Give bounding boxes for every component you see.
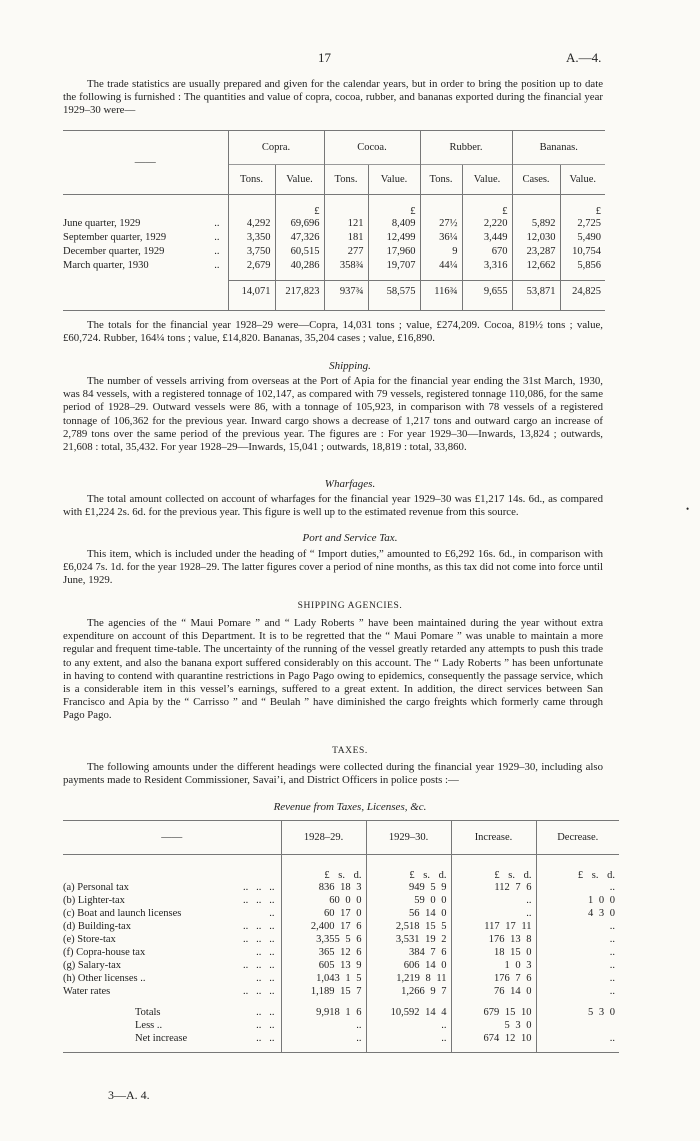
tax-row — [63, 972, 619, 985]
total-cell: 14,071 — [228, 281, 275, 303]
value-cell: 60,515 — [275, 245, 324, 259]
tax-value-cell: 1 0 3 — [451, 959, 536, 972]
value-cell: 27½ — [420, 217, 462, 231]
row-label: December quarter, 1929 .. — [63, 246, 220, 257]
tax-value-cell: 365 12 6 — [281, 946, 366, 959]
leader-dots: .. .. .. — [243, 894, 275, 906]
tax-row — [63, 920, 619, 933]
subhead: Value. — [368, 165, 420, 195]
tax-value-cell: 1,043 1 5 — [281, 972, 366, 985]
leader-dots: .. — [214, 218, 220, 229]
tax-value-cell: 4 3 0 — [536, 907, 619, 920]
leader-dots: .. .. — [256, 972, 275, 984]
value-cell: 40,286 — [275, 259, 324, 273]
stub-head: —— — [134, 157, 156, 168]
leader-dots: .. — [214, 260, 220, 271]
tax-value-cell: 674 12 10 — [451, 1032, 536, 1045]
tax-value-cell: .. — [536, 985, 619, 998]
subhead: Value. — [560, 165, 605, 195]
value-cell: 670 — [462, 245, 512, 259]
tax-value-cell: 1,189 15 7 — [281, 985, 366, 998]
intro-paragraph: The trade statistics are usually prepared and given for the calendar years, but in order to bring the position up to date the following is furnished : The quantities and value of copra, cocoa, rubber, and bananas exported during the financial year 1929–30 were— — [63, 78, 603, 117]
tax-value-cell: 56 14 0 — [366, 907, 451, 920]
tax-value-cell: .. — [536, 1032, 619, 1045]
unit-label — [228, 195, 275, 217]
value-cell: 2,725 — [560, 217, 605, 231]
shipping-agencies-paragraph: The agencies of the “ Maui Pomare ” and “ Lady Roberts ” have been maintained during the year without extra expenditure on account of this Department. It is to be regretted that the “ Maui Pomare ” was unable to maintain a more regular and frequent time-table. The uncertainty of the running of the vessel greatly retarded any attempts to push this trade to any extent, and also the banana export suffered considerably on this account. The “ Lady Roberts ” has been unfortunate in having to contend with quarantine restrictions in Pago Pago owing to epidemics, consequently the passage service, which is a considerable item in this vessel’s earnings, suffered to a great extent. In addition, the direct services between San Francisco and Apia by the “ Carrisso ” and “ Beulah ” have diminished the cargo freights which formerly came through Pago Pago. — [63, 617, 603, 722]
tax-value-cell: 2,518 15 5 — [366, 920, 451, 933]
tax-value-cell: 2,400 17 6 — [281, 920, 366, 933]
value-cell: 44¼ — [420, 259, 462, 273]
leader-dots: .. .. — [256, 946, 275, 958]
taxes-paragraph: The following amounts under the different headings were collected during the financial year 1929–30, including also payments made to Resident Commissioner, Savai’i, and District Officers in police posts :— — [63, 761, 603, 787]
tax-value-cell: 949 5 9 — [366, 881, 451, 894]
total-cell: 58,575 — [368, 281, 420, 303]
exports-totals-row — [63, 281, 605, 303]
document-reference: A.—4. — [566, 50, 602, 65]
total-cell: 9,655 — [462, 281, 512, 303]
tax-row-label: (g) Salary-tax — [63, 959, 122, 971]
tax-value-cell: 3,531 19 2 — [366, 933, 451, 946]
exports-row — [63, 245, 605, 259]
margin-mark: • — [686, 504, 690, 514]
tax-value-cell: 176 13 8 — [451, 933, 536, 946]
leader-dots: .. .. — [256, 1006, 275, 1018]
tax-value-cell: .. — [366, 1032, 451, 1045]
exports-row — [63, 259, 605, 273]
row-label: March quarter, 1930 .. — [63, 260, 220, 271]
value-cell: 69,696 — [275, 217, 324, 231]
unit-label — [420, 195, 462, 217]
value-cell: 36¼ — [420, 231, 462, 245]
tax-row-label: Water rates — [63, 985, 111, 997]
tax-value-cell: .. — [281, 1032, 366, 1045]
value-cell: 3,449 — [462, 231, 512, 245]
subhead: Tons. — [420, 165, 462, 195]
value-cell: 2,220 — [462, 217, 512, 231]
value-cell: 358¾ — [324, 259, 368, 273]
value-cell: 12,030 — [512, 231, 560, 245]
port-tax-heading: Port and Service Tax. — [302, 532, 398, 544]
unit-label: £ — [275, 195, 324, 217]
tax-value-cell: 60 0 0 — [281, 894, 366, 907]
value-cell: 12,662 — [512, 259, 560, 273]
tax-value-cell: 59 0 0 — [366, 894, 451, 907]
total-cell: 53,871 — [512, 281, 560, 303]
tax-value-cell: 60 17 0 — [281, 907, 366, 920]
value-cell: 47,326 — [275, 231, 324, 245]
tax-row-label: Net increase — [135, 1032, 188, 1044]
tax-value-cell: 5 3 0 — [451, 1019, 536, 1032]
exports-row — [63, 217, 605, 231]
value-cell: 2,679 — [228, 259, 275, 273]
leader-dots: .. .. .. — [243, 985, 275, 997]
tax-row-label: (d) Building-tax — [63, 920, 131, 932]
subhead: Tons. — [228, 165, 275, 195]
value-cell: 8,409 — [368, 217, 420, 231]
tax-value-cell: 1 0 0 — [536, 894, 619, 907]
taxes-table — [63, 820, 619, 1053]
subhead: Value. — [462, 165, 512, 195]
tax-value-cell: .. — [451, 907, 536, 920]
value-cell: 12,499 — [368, 231, 420, 245]
leader-dots: .. — [214, 232, 220, 243]
tax-summary-row — [63, 1006, 619, 1019]
subhead: Cases. — [512, 165, 560, 195]
col-1928-29: 1928–29. — [281, 821, 366, 855]
subhead: Tons. — [324, 165, 368, 195]
unit-label — [324, 195, 368, 217]
tax-value-cell: 606 14 0 — [366, 959, 451, 972]
subhead: Value. — [275, 165, 324, 195]
col-group-cocoa: Cocoa. — [324, 131, 420, 165]
lsd-head: £ s. d. — [451, 855, 536, 881]
leader-dots: .. .. .. — [243, 920, 275, 932]
tax-value-cell: 176 7 6 — [451, 972, 536, 985]
taxes-heading: TAXES. — [332, 746, 368, 756]
page-header — [0, 50, 700, 70]
tax-value-cell: 112 7 6 — [451, 881, 536, 894]
tax-value-cell: 679 15 10 — [451, 1006, 536, 1019]
value-cell: 181 — [324, 231, 368, 245]
value-cell: 3,316 — [462, 259, 512, 273]
tax-value-cell: .. — [536, 972, 619, 985]
tax-value-cell: .. — [536, 959, 619, 972]
page-number: 17 — [318, 50, 331, 65]
tax-row — [63, 985, 619, 998]
port-tax-paragraph: This item, which is included under the heading of “ Import duties,” amounted to £6,292 16s. 6d., in comparison with £6,024 7s. 1d. for the year 1928–29. The latter figures cover a period of nine months, as this tax did not come into force until June, 1929. — [63, 548, 603, 587]
col-1929-30: 1929–30. — [366, 821, 451, 855]
row-label: September quarter, 1929 .. — [63, 232, 220, 243]
shipping-heading: Shipping. — [329, 360, 371, 372]
tax-value-cell: .. — [536, 920, 619, 933]
shipping-paragraph: The number of vessels arriving from overseas at the Port of Apia for the financial year ending the 31st March, 1930, was 84 vessels, with a registered tonnage of 102,147, as compared with 79 vessels, registered tonnage 110,086, for the same period of 1928–29. Outward vessels were 86, with a tonnage of 105,923, in comparison with 78 vessels of a registered tonnage of 106,362 for the previous year. Inward cargo shows a decrease of 1,217 tons and outward cargo an increase of 2,789 tons over the same period of the previous year. The figures are : For year 1929–30—Inwards, 13,824 ; outwards, 21,608 : total, 35,432. For year 1928–29—Inwards, 15,041 ; outwards, 18,819 : total, 33,860. — [63, 375, 603, 454]
tax-value-cell: .. — [536, 881, 619, 894]
col-decrease: Decrease. — [536, 821, 619, 855]
tax-value-cell — [536, 1019, 619, 1032]
tax-summary-row — [63, 1032, 619, 1045]
tax-summary-row — [63, 1019, 619, 1032]
tax-value-cell: .. — [536, 946, 619, 959]
tax-row-label: (b) Lighter-tax — [63, 894, 125, 906]
exports-table — [63, 130, 605, 311]
col-increase: Increase. — [451, 821, 536, 855]
tax-value-cell: 76 14 0 — [451, 985, 536, 998]
taxes-table-title: Revenue from Taxes, Licenses, &c. — [273, 801, 427, 813]
row-label: June quarter, 1929 .. — [63, 218, 220, 229]
col-group-copra: Copra. — [228, 131, 324, 165]
tax-row — [63, 907, 619, 920]
leader-dots: .. — [269, 907, 275, 919]
tax-value-cell: 9,918 1 6 — [281, 1006, 366, 1019]
totals-paragraph: The totals for the financial year 1928–29 were—Copra, 14,031 tons ; value, £274,209. Cocoa, 819½ tons ; value, £60,724. Rubber, 164¼ tons ; value, £14,820. Bananas, 35,204 cases ; value, £16,890. — [63, 319, 603, 345]
tax-value-cell: 836 18 3 — [281, 881, 366, 894]
unit-label: £ — [462, 195, 512, 217]
col-group-rubber: Rubber. — [420, 131, 512, 165]
total-cell: 24,825 — [560, 281, 605, 303]
taxes-stub-head: —— — [161, 832, 183, 843]
lsd-head: £ s. d. — [366, 855, 451, 881]
value-cell: 121 — [324, 217, 368, 231]
value-cell: 17,960 — [368, 245, 420, 259]
value-cell: 4,292 — [228, 217, 275, 231]
lsd-head: £ s. d. — [281, 855, 366, 881]
tax-row — [63, 881, 619, 894]
value-cell: 10,754 — [560, 245, 605, 259]
tax-value-cell: .. — [451, 894, 536, 907]
tax-value-cell: .. — [281, 1019, 366, 1032]
tax-value-cell: 384 7 6 — [366, 946, 451, 959]
value-cell: 23,287 — [512, 245, 560, 259]
total-cell: 937¾ — [324, 281, 368, 303]
exports-row — [63, 231, 605, 245]
value-cell: 3,750 — [228, 245, 275, 259]
tax-value-cell: 605 13 9 — [281, 959, 366, 972]
unit-label: £ — [560, 195, 605, 217]
tax-row-label: (e) Store-tax — [63, 933, 116, 945]
value-cell: 19,707 — [368, 259, 420, 273]
tax-value-cell: 1,266 9 7 — [366, 985, 451, 998]
tax-row-label: (a) Personal tax — [63, 881, 129, 893]
lsd-head: £ s. d. — [536, 855, 619, 881]
tax-row — [63, 946, 619, 959]
leader-dots: .. .. — [256, 1032, 275, 1044]
tax-value-cell: .. — [536, 933, 619, 946]
tax-value-cell: 3,355 5 6 — [281, 933, 366, 946]
tax-row — [63, 894, 619, 907]
value-cell: 9 — [420, 245, 462, 259]
tax-value-cell: 117 17 11 — [451, 920, 536, 933]
leader-dots: .. .. .. — [243, 959, 275, 971]
value-cell: 5,856 — [560, 259, 605, 273]
leader-dots: .. .. — [256, 1019, 275, 1031]
tax-row — [63, 933, 619, 946]
col-group-bananas: Bananas. — [512, 131, 605, 165]
value-cell: 5,892 — [512, 217, 560, 231]
tax-row — [63, 959, 619, 972]
tax-value-cell: 10,592 14 4 — [366, 1006, 451, 1019]
tax-value-cell: 5 3 0 — [536, 1006, 619, 1019]
shipping-agencies-heading: SHIPPING AGENCIES. — [297, 601, 403, 611]
unit-label — [512, 195, 560, 217]
page-footer: 3—A. 4. — [108, 1088, 150, 1102]
tax-row-label: Totals — [135, 1006, 161, 1018]
tax-value-cell: .. — [366, 1019, 451, 1032]
wharfages-paragraph: The total amount collected on account of wharfages for the financial year 1929–30 was £1,217 14s. 6d., as compared with £1,224 2s. 6d. for the previous year. This figure is well up to the estimated revenue from this source. — [63, 493, 603, 519]
tax-row-label: (h) Other licenses .. — [63, 972, 146, 984]
total-cell: 116¾ — [420, 281, 462, 303]
tax-row-label: (c) Boat and launch licenses — [63, 907, 182, 919]
tax-row-label: Less .. — [135, 1019, 163, 1031]
total-cell: 217,823 — [275, 281, 324, 303]
tax-row-label: (f) Copra-house tax — [63, 946, 146, 958]
leader-dots: .. .. .. — [243, 933, 275, 945]
leader-dots: .. .. .. — [243, 881, 275, 893]
wharfages-heading: Wharfages. — [324, 478, 376, 490]
value-cell: 5,490 — [560, 231, 605, 245]
tax-value-cell: 18 15 0 — [451, 946, 536, 959]
value-cell: 3,350 — [228, 231, 275, 245]
value-cell: 277 — [324, 245, 368, 259]
tax-value-cell: 1,219 8 11 — [366, 972, 451, 985]
unit-label: £ — [368, 195, 420, 217]
leader-dots: .. — [214, 246, 220, 257]
